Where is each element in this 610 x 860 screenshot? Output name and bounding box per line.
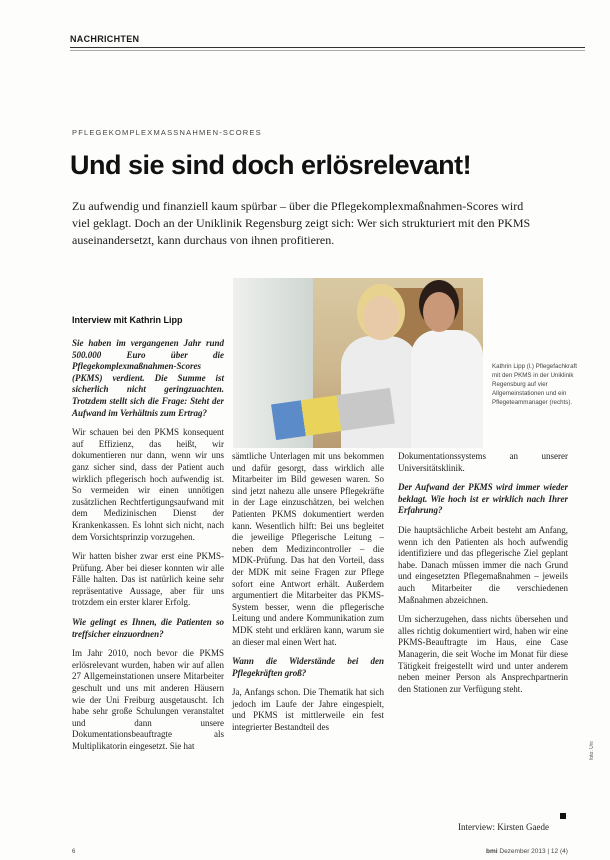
answer-paragraph: Ja, Anfangs schon. Die Thematik hat sich jedoch im Laufe der Jahre eingespielt, und PKMS ist mittlerweile ein fest integrierter Bestandteil des xyxy=(232,687,384,733)
question-paragraph: Der Aufwand der PKMS wird immer wieder beklagt. Wie hoch ist er wirklich nach Ihrer Erfahrung? xyxy=(398,482,568,516)
interview-signature: Interview: Kirsten Gaede xyxy=(458,822,549,832)
article-lead: Zu aufwendig und finanziell kaum spürbar – über die Pflegekomplexmaßnahmen-Scores wird viel geklagt. Doch an der Uniklinik Regensburg zeigt sich: Wer sich strukturiert mit den PKMS auseinandersetzt, kann durchaus von ihnen profitieren. xyxy=(72,199,531,247)
question-paragraph: Sie haben im vergangenen Jahr rund 500.000 Euro über die Pflegekomplexmaßnahmen-Scores (PKMS) verdient. Die Summe ist sicherlich nicht geringzuachten. Trotzdem stellt sich die Frage: Steht der Aufwand im Verhältnis zum Ertrag? xyxy=(72,338,224,418)
answer-paragraph: Die hauptsächliche Arbeit besteht am Anfang, wenn ich den Patienten als hoch aufwendig identifiziere und das pflegerische Ziel geplant habe. Danach müssen immer die nach Grund und eingesetzten Pflegemaßnahmen – jeweils auch Mitarbeiter die verschiedenen Maßnahmen abzeichnen. xyxy=(398,524,568,605)
section-rule-thin xyxy=(70,50,585,51)
answer-paragraph: sämtliche Unterlagen mit uns bekommen und dafür gesorgt, dass wirklich alle Mitarbeiter im Bild gewesen waren. So sind jetzt nahezu alle unsere Pflegekräfte in der Lage einzuschätzen, bei welchen Patienten PKMS dokumentiert werden kann. Wesentlich hilft: Bei uns begleitet die jeweilige Pflegerische Leitung – neben dem Medizincontroller – die MDK-Prüfung. Das hat den Vorteil, dass der MDK mit seine Fragen zur Pflege sofort eine Antwort erhält. Außerdem argumentiert die Mitarbeiter das PKMS-System besser, wenn die pflegerische Leitung und andere Kommunikation zum MDK steht und erklären kann, warum sie an dieser mal einen Wert hat. xyxy=(232,451,384,647)
answer-paragraph: Wir hatten bisher zwar erst eine PKMS-Prüfung. Aber bei dieser konnten wir alle Fälle halten. Das ist natürlich keine sehr repräsentative Aussage, aber für uns trotzdem ein erster klarer Erfolg. xyxy=(72,551,224,608)
page-number: 6 xyxy=(72,849,76,855)
question-paragraph: Wann die Widerstände bei den Pflegekräften groß? xyxy=(232,656,384,678)
photo-person-man-head xyxy=(423,292,455,332)
question-paragraph: Wie gelingt es Ihnen, die Patienten so treffsicher einzuordnen? xyxy=(72,617,224,639)
photo-person-woman-head xyxy=(363,296,399,340)
photo-person-man xyxy=(411,330,483,448)
section-rule xyxy=(70,47,585,48)
answer-paragraph: Dokumentationssystems an unserer Universitätsklinik. xyxy=(398,451,568,473)
text-column-2 xyxy=(232,451,384,742)
text-column-1 xyxy=(72,338,224,761)
side-credit: foto: Uni xyxy=(589,741,595,760)
article-photo xyxy=(233,278,483,448)
text-column-3 xyxy=(398,451,568,703)
footer-magazine-name: bmi xyxy=(486,848,498,855)
footer-issue: Dezember 2013 | 12 (4) xyxy=(499,848,568,855)
answer-paragraph: Um sicherzugehen, dass nichts übersehen und alles richtig dokumentiert wird, haben wir eine PKMS-Beauftragte im Haus, eine Case Managerin, die seit Woche im Monat für diese Tätigkeit freigestellt wird und unter anderem neben meiner Person als Ansprechpartnerin den Stationen zur Verfügung steht. xyxy=(398,614,568,694)
footer-magazine xyxy=(486,848,568,855)
photo-caption: Kathrin Lipp (l.) Pflegefachkraft mit den PKMS in der Uniklinik Regensburg auf vier Allgemeinstationen und ein Pflegeteammanager (rechts). xyxy=(492,363,577,406)
section-label: NACHRICHTEN xyxy=(70,34,140,44)
interview-heading: Interview mit Kathrin Lipp xyxy=(72,315,183,325)
answer-paragraph: Im Jahr 2010, noch bevor die PKMS erlösrelevant wurden, haben wir auf allen 27 Allgemeinstationen unsere Mitarbeiter geschult und uns mit anderen Häusern wie der Uni Freiburg ausgetauscht. Ich habe sehr große Schulungen veranstaltet und dann unsere Dokumentationsbeauftragte als Multiplikatorin eingesetzt. Sie hat xyxy=(72,648,224,751)
article-headline: Und sie sind doch erlösrelevant! xyxy=(70,150,472,180)
answer-paragraph: Wir schauen bei den PKMS konsequent auf Effizienz, das heißt, wir dokumentieren nur dann, wenn wir uns ganz sicher sind, dass der Patient auch wirklich pflegerisch hoch aufwendig ist. So vermeiden wir einen unnötigen zusätzlichen Rechtfertigungsaufwand mit dem Medizinischen Dienst der Krankenkassen. Es lohnt sich nicht, nach dem Vorsichtsprinzip vorzugehen. xyxy=(72,427,224,542)
article-end-mark xyxy=(560,813,566,819)
article-kicker: PFLEGEKOMPLEXMASSNAHMEN-SCORES xyxy=(72,128,262,137)
